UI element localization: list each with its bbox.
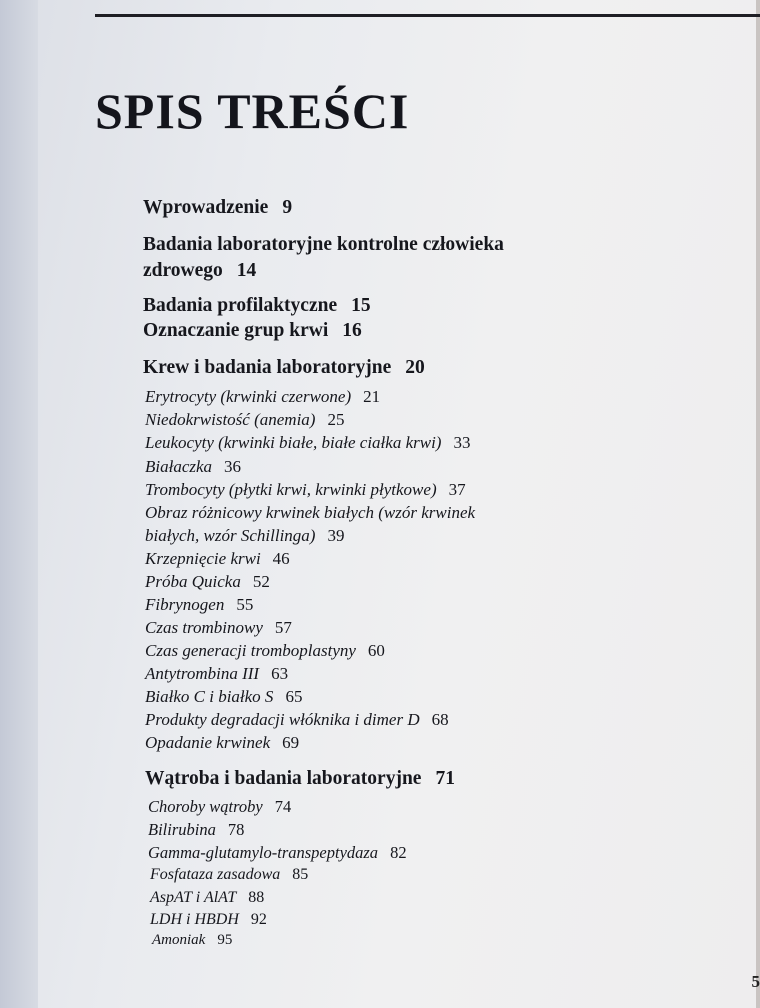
- toc-section-text: Wątroba i badania laboratoryjne: [145, 768, 422, 789]
- toc-item: [145, 595, 253, 615]
- toc-section: [143, 234, 504, 256]
- toc-item-text: Czas trombinowy: [145, 618, 263, 637]
- toc-section-page: 15: [351, 295, 371, 316]
- toc-item-text: LDH i HBDH: [150, 911, 239, 928]
- toc-item-text: Próba Quicka: [145, 572, 241, 591]
- toc-section-text: zdrowego: [143, 260, 223, 281]
- toc-item-text: Choroby wątroby: [148, 797, 263, 816]
- toc-section-text: Oznaczanie grup krwi: [143, 320, 329, 341]
- toc-item-text: białych, wzór Schillinga): [145, 526, 316, 545]
- toc-item-text: Leukocyty (krwinki białe, białe ciałka krwi): [145, 433, 442, 452]
- toc-item-text: Erytrocyty (krwinki czerwone): [145, 387, 352, 406]
- toc-item: [145, 503, 475, 523]
- toc-item-page: 37: [448, 480, 466, 499]
- toc-section: [143, 357, 425, 379]
- toc-item-text: Antytrombina III: [145, 664, 260, 683]
- toc-section-text: Badania laboratoryjne kontrolne człowieka: [143, 234, 504, 255]
- toc-item: [145, 433, 470, 453]
- toc-item: [145, 572, 270, 592]
- toc-section-page: 16: [342, 320, 362, 341]
- toc-item: [145, 480, 466, 500]
- toc-section-text: Badania profilaktyczne: [143, 295, 338, 316]
- toc-item-text: Obraz różnicowy krwinek białych (wzór krwinek: [145, 503, 476, 522]
- toc-item: [145, 618, 292, 638]
- toc-item-page: 82: [390, 843, 407, 862]
- handwritten-margin: [0, 560, 34, 930]
- toc-item-page: 55: [236, 595, 254, 614]
- toc-item: [145, 687, 302, 707]
- toc-section: [143, 320, 362, 342]
- toc-item: [145, 733, 299, 753]
- toc-item: [145, 641, 385, 661]
- toc-item-page: 74: [274, 797, 292, 816]
- toc-item-page: 25: [327, 410, 345, 429]
- toc-item-text: Bilirubina: [148, 820, 216, 839]
- toc-item-page: 63: [271, 664, 289, 683]
- toc-item: [148, 797, 291, 817]
- page-number: 5: [751, 972, 760, 991]
- toc-item: [150, 866, 308, 884]
- toc-section-page: 14: [236, 260, 257, 281]
- toc-item-page: 95: [217, 932, 233, 948]
- toc-item: [145, 387, 380, 407]
- toc-item-text: Krzepnięcie krwi: [145, 549, 261, 568]
- toc-item-page: 57: [274, 618, 292, 637]
- toc-item-text: Białko C i białko S: [145, 687, 274, 706]
- toc-item-text: Opadanie krwinek: [145, 733, 271, 752]
- toc-item: [145, 457, 241, 477]
- toc-section: [143, 295, 371, 317]
- toc-item: [145, 549, 290, 569]
- page-title: SPIS TREŚCI: [95, 83, 410, 139]
- toc-item-page: 78: [227, 820, 245, 839]
- toc-item: [150, 911, 267, 929]
- toc-item: [148, 843, 407, 863]
- toc-item: [145, 710, 449, 730]
- toc-item: [148, 820, 244, 840]
- toc-item-text: Produkty degradacji włóknika i dimer D: [145, 710, 420, 729]
- toc-item-page: 69: [282, 733, 300, 752]
- toc-item-text: AspAT i AlAT: [150, 889, 237, 906]
- toc-item-page: 88: [248, 889, 265, 906]
- toc-item-text: Fibrynogen: [145, 595, 225, 614]
- toc-section-page: 71: [435, 768, 455, 789]
- toc-item-text: Czas generacji tromboplastyny: [145, 641, 356, 660]
- toc-section: [145, 768, 455, 790]
- toc-item-page: 65: [285, 687, 303, 706]
- toc-item: [150, 889, 264, 907]
- toc-item-page: 68: [431, 710, 449, 729]
- toc-item-page: 21: [363, 387, 381, 406]
- toc-item-page: 39: [327, 526, 345, 545]
- toc-item-page: 52: [252, 572, 270, 591]
- toc-item-text: Fosfataza zasadowa: [150, 866, 281, 883]
- toc-item-page: 85: [292, 866, 309, 883]
- toc-item-page: 60: [367, 641, 385, 660]
- toc-item-page: 33: [453, 433, 471, 452]
- toc-item-page: 92: [250, 911, 267, 928]
- toc-item-page: 36: [224, 457, 242, 476]
- toc-item-text: Amoniak: [152, 932, 206, 948]
- toc-item-text: Białaczka: [145, 457, 213, 476]
- toc-section-page: 9: [282, 197, 293, 218]
- toc-section: [143, 260, 256, 282]
- toc-item-page: 46: [272, 549, 290, 568]
- toc-section-page: 20: [405, 357, 425, 378]
- toc-section-text: Krew i badania laboratoryjne: [143, 357, 392, 378]
- toc-item: [152, 932, 232, 949]
- toc-item: [145, 526, 344, 546]
- toc-item: [145, 664, 288, 684]
- toc-item-text: Trombocyty (płytki krwi, krwinki płytkowe): [145, 480, 437, 499]
- top-rule: [95, 14, 760, 17]
- toc-section: [143, 197, 292, 219]
- toc-item-text: Gamma-glutamylo-transpeptydaza: [148, 843, 379, 862]
- toc-section-text: Wprowadzenie: [143, 197, 269, 218]
- toc-item: [145, 410, 344, 430]
- toc-item-text: Niedokrwistość (anemia): [145, 410, 316, 429]
